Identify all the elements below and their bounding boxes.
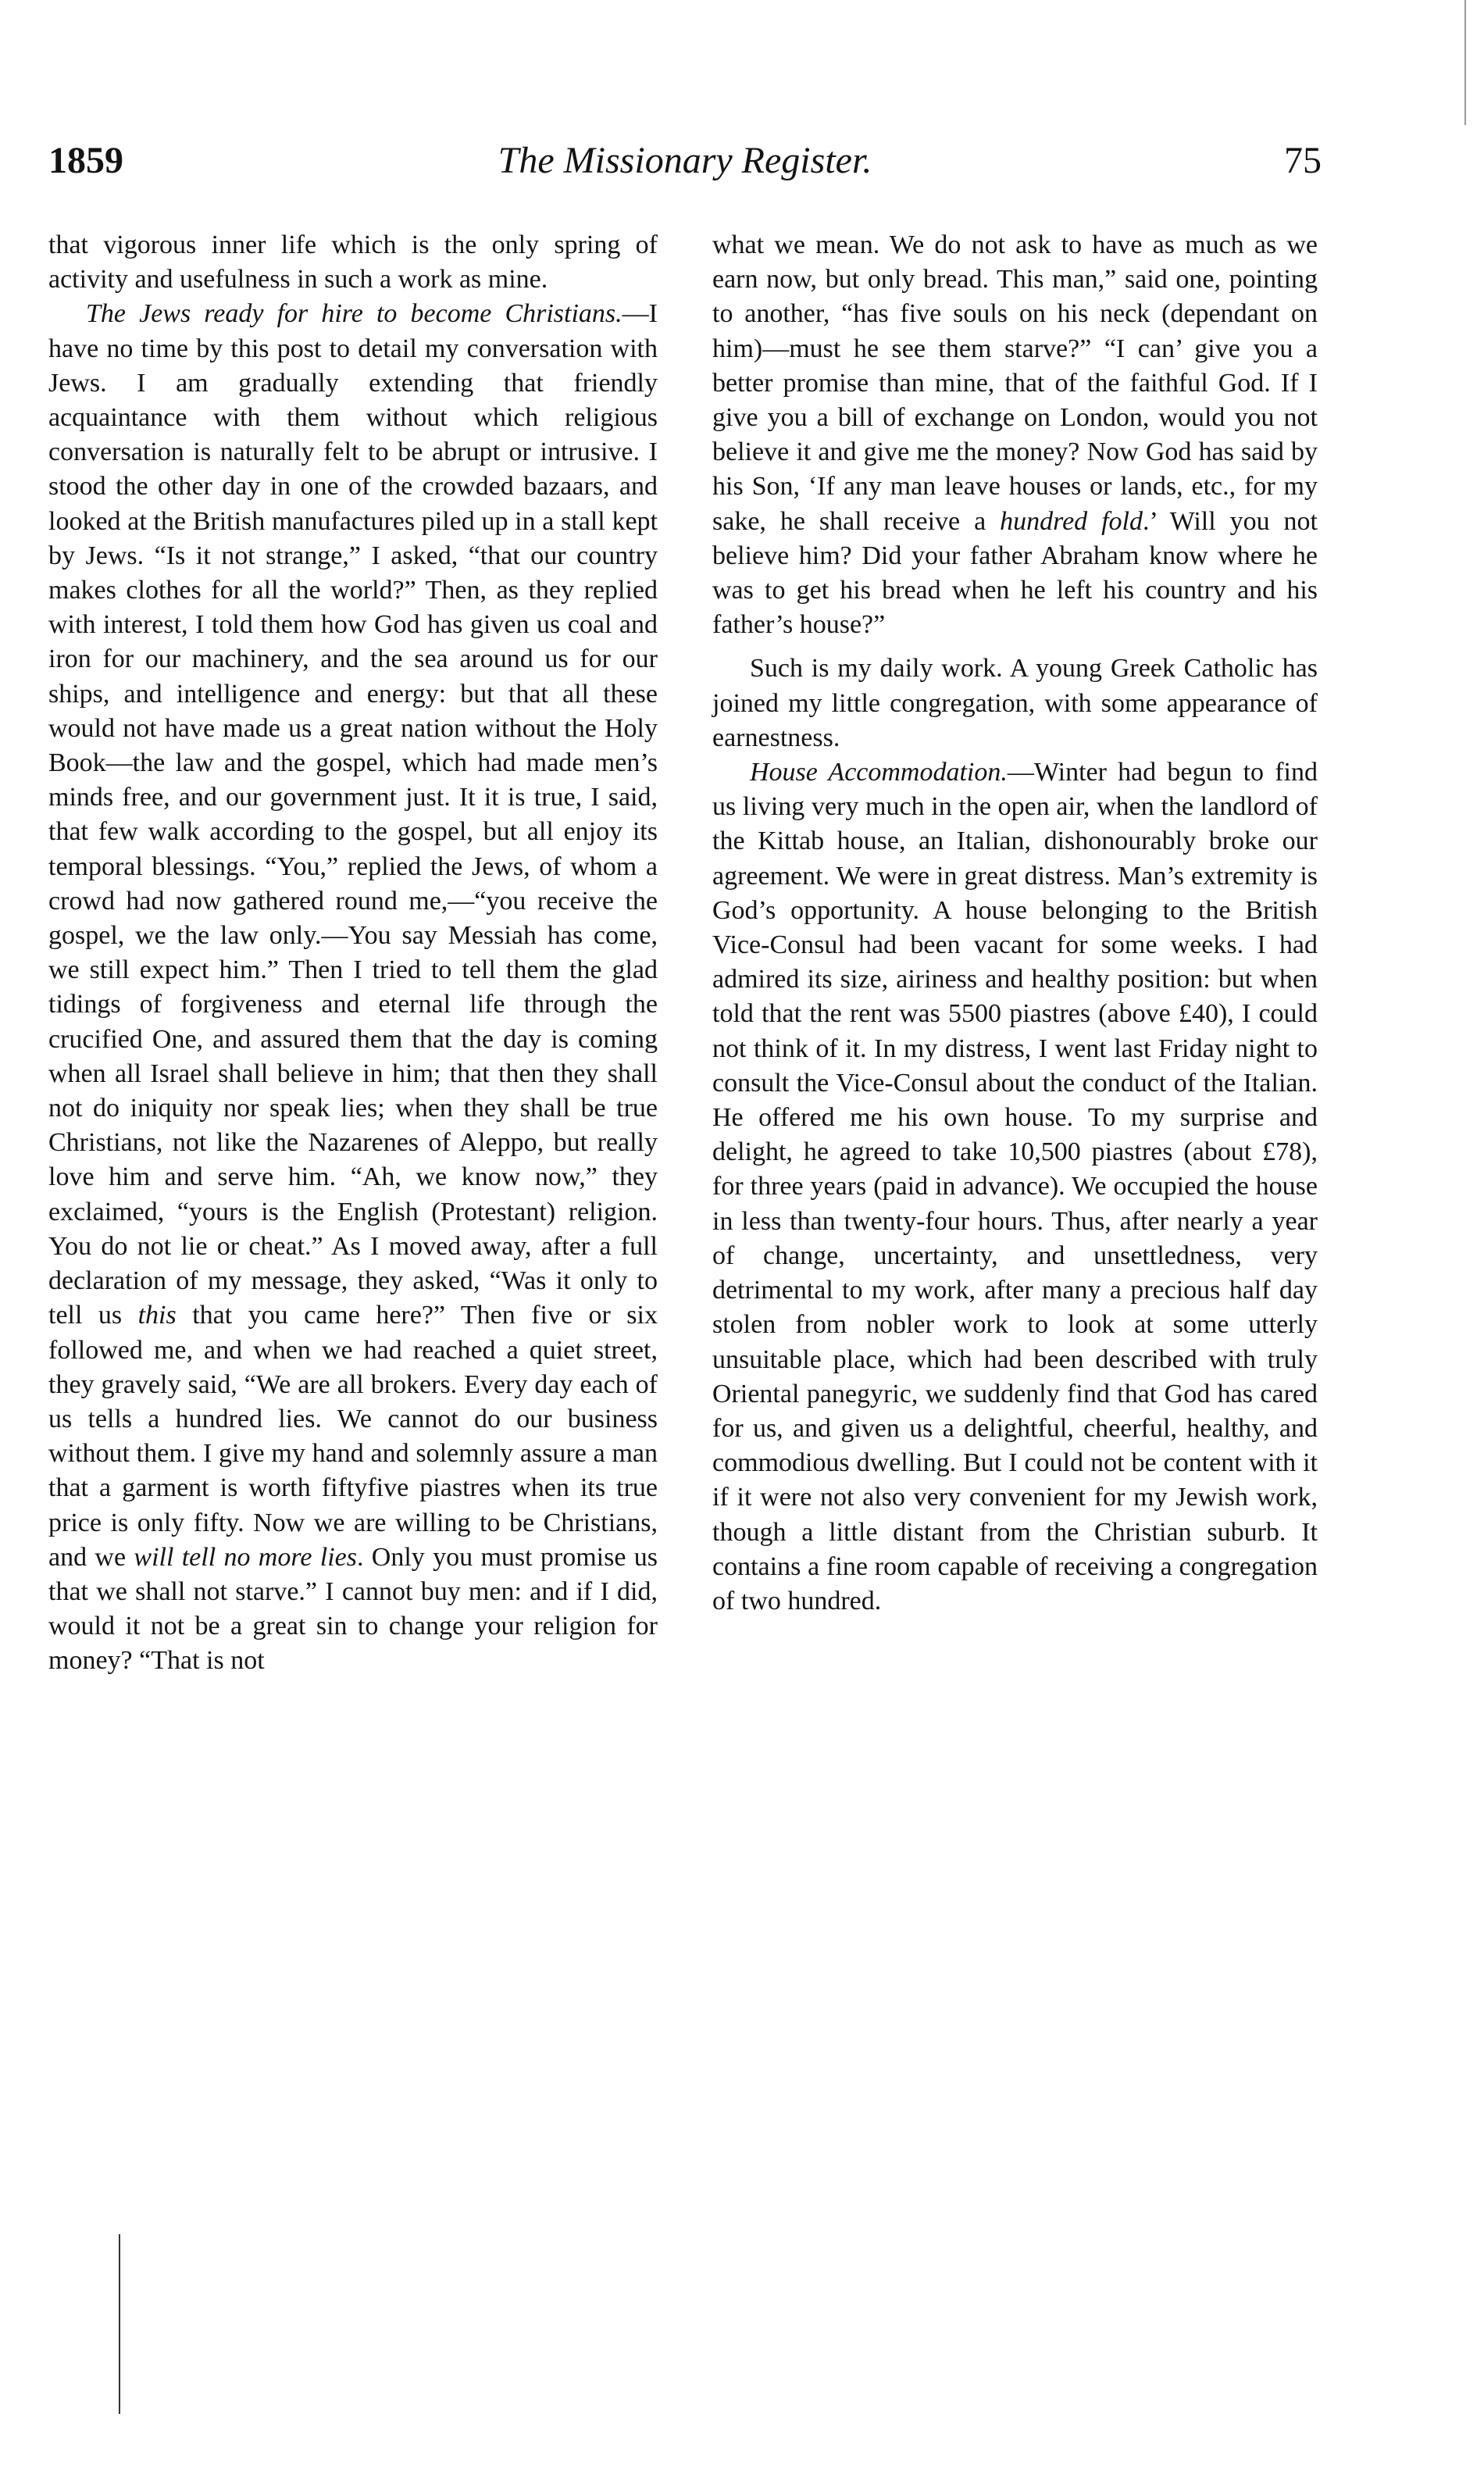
- emphasis-hundred-fold: hundred fold: [1000, 506, 1143, 536]
- right-column: [712, 228, 1318, 1619]
- paragraph-text: what we mean. We do not ask to have as much as we earn now, but only bread. This man,” said one, pointing to another, “has five souls on his neck (dependant on him)—must he see them starve?” “I can’ give you a better promise than mine, that of the faithful God. If I give you a bill of exchange on London, would you not believe it and give me the money? Now God has said by his Son, ‘If any man leave houses or lands, etc., for my sake, he shall receive a: [712, 230, 1318, 536]
- header-title: The Missionary Register.: [498, 140, 872, 181]
- header-page-number: 75: [1284, 140, 1322, 181]
- scan-edge-mark: [1464, 0, 1466, 125]
- paragraph-jews-for-hire: [48, 297, 658, 1678]
- paragraph-daily-work: Such is my daily work. A young Greek Catholic has joined my little congregation, with some appearance of earnestness.: [712, 654, 1318, 752]
- paragraph-continuation: that vigorous inner life which is the only spring of activity and usefulness in such a work as mine.: [48, 230, 658, 295]
- header-year: 1859: [48, 140, 123, 181]
- section-heading-jews: The Jews ready for hire to become Christians.: [86, 299, 622, 329]
- section-heading-house: House Accommodation.: [750, 758, 1008, 787]
- paragraph-text: .’ Will you not believe him? Did your father Abraham know where he was to get his bread when he left his country and his father’s house?”: [712, 506, 1318, 640]
- paragraph-text: that you came here?” Then five or six followed me, and when we had reached a quiet street, they gravely said, “We are all brokers. Every day each of us tells a hundred lies. We cannot do our business without them. I give my hand and solemnly assure a man that a garment is worth fiftyfive piastres when its true price is only fifty. Now we are willing to be Christians, and we: [48, 1301, 658, 1572]
- emphasis-this: this: [137, 1301, 177, 1330]
- running-header: [48, 139, 1322, 194]
- left-column: [48, 228, 658, 1679]
- emphasis-no-more-lies: will tell no more lies: [134, 1542, 357, 1572]
- margin-rule: [119, 2234, 120, 2414]
- paragraph-text: . Only you must promise us that we shall not starve.” I cannot buy men: and if I did, would it not be a great sin to change your religion for money? “That is not: [48, 1542, 658, 1676]
- paragraph-continued-dialogue: [712, 228, 1318, 642]
- paragraph-house-accommodation: [712, 755, 1318, 1619]
- paragraph-text: —I have no time by this post to detail my conversation with Jews. I am gradually extending that friendly acquaintance with them without which religious conversation is naturally felt to be abrupt or intrusive. I stood the other day in one of the crowded bazaars, and looked at the British manufactures piled up in a stall kept by Jews. “Is it not strange,” I asked, “that our country makes clothes for all the world?” Then, as they replied with interest, I told them how God has given us coal and iron for our machinery, and the sea around us for our ships, and intelligence and energy: but that all these would not have made us a great nation without the Holy Book—the law and the gospel, which had made men’s minds free, and our government just. It it is true, I said, that few walk according to the gospel, but all enjoy its temporal blessings. “You,” replied the Jews, of whom a crowd had now gathered round me,—“you receive the gospel, we the law only.—You say Messiah has come, we still expect him.” Then I tried to tell them the glad tidings of forgiveness and eternal life through the crucified One, and assured them that the day is coming when all Israel shall believe in him; that then they shall not do iniquity nor speak lies; when they shall be true Christians, not like the Nazarenes of Aleppo, but really love him and serve him. “Ah, we know now,” they exclaimed, “yours is the English (Protestant) religion. You do not lie or cheat.” As I moved away, after a full declaration of my message, they asked, “Was it only to tell us: [48, 299, 658, 1330]
- paragraph-text: —Winter had begun to find us living very much in the open air, when the landlord of the Kittab house, an Italian, dishonourably broke our agreement. We were in great distress. Man’s extremity is God’s opportunity. A house belonging to the British Vice-Consul had been vacant for some weeks. I had admired its size, airiness and healthy position: but when told that the rent was 5500 piastres (above £40), I could not think of it. In my distress, I went last Friday night to consult the Vice-Consul about the conduct of the Italian. He offered me his own house. To my surprise and delight, he agreed to take 10,500 piastres (about £78), for three years (paid in advance). We occupied the house in less than twenty-four hours. Thus, after nearly a year of change, uncertainty, and unsettledness, very detrimental to my work, after many a precious half day stolen from nobler work to look at some utterly unsuitable place, which had been described with truly Oriental panegyric, we suddenly find that God has cared for us, and given us a delightful, cheerful, healthy, and commodious dwelling. But I could not be content with it if it were not also very convenient for my Jewish work, though a little distant from the Christian suburb. It contains a fine room capable of receiving a congregation of two hundred.: [712, 758, 1318, 1616]
